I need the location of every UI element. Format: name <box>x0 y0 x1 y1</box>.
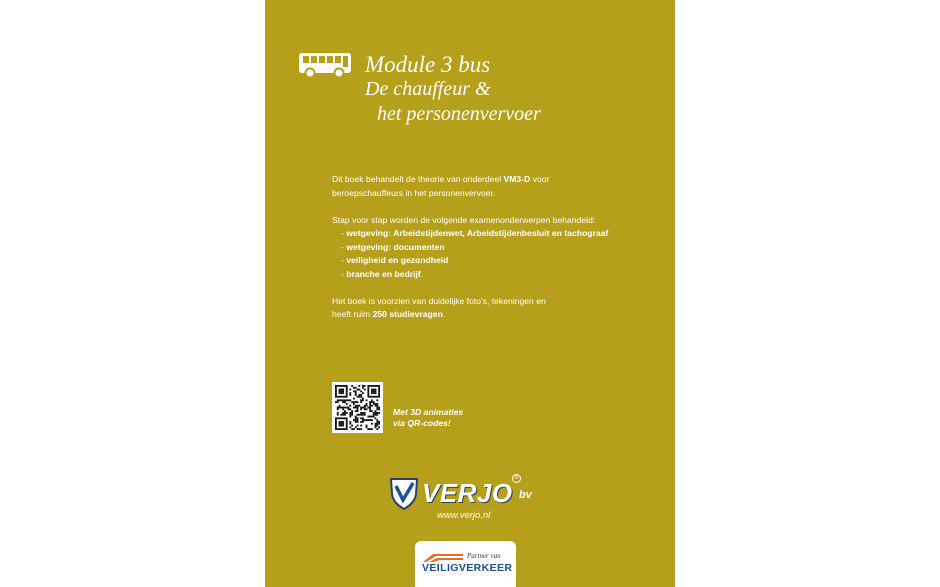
verjo-logo <box>389 476 549 510</box>
partner-label: Partner van <box>467 552 501 560</box>
topic-item: - veiligheid en gezondheid <box>341 255 449 265</box>
qr-caption-line2: via QR-codes! <box>393 418 451 428</box>
logo-suffix: bv <box>519 489 532 501</box>
partner-name: VEILIGVERKEER <box>422 562 513 574</box>
topic-item: - wetgeving: documenten <box>341 241 445 252</box>
study-questions-count: 250 studievragen <box>372 309 443 319</box>
book-back-cover <box>265 0 675 587</box>
qr-code-pattern <box>335 385 380 430</box>
closing-paragraph: Het boek is voorzien van duidelijke foto's, tekeningen en heeft ruim 250 studievragen. <box>332 295 546 319</box>
intro-paragraph <box>332 173 652 200</box>
topics-intro: Stap voor stap worden de volgende examenonderwerpen behandeld: <box>332 214 596 225</box>
description-text <box>332 173 652 322</box>
topic-item: - branche en bedrijf. <box>341 268 424 279</box>
intro-text: Dit boek behandelt de theorie van onderdeel <box>332 174 504 184</box>
intro-text-end: voor <box>530 174 550 184</box>
intro-text-line2: beroepschauffeurs in het personenvervoer. <box>332 187 496 198</box>
partner-badge <box>415 541 516 587</box>
title-line-chauffeur: De chauffeur & <box>365 78 491 100</box>
shield-icon <box>389 476 419 510</box>
publisher-url[interactable]: www.verjo.nl <box>437 510 491 521</box>
bus-icon <box>298 50 352 78</box>
qr-caption-line1: Met 3D animaties <box>393 407 464 417</box>
module-code: VM3-D <box>503 174 531 184</box>
topic-item: - wetgeving: Arbeidstijdenwet, Arbeidstijdenbesluit en tachograaf <box>341 228 609 238</box>
qr-code[interactable] <box>332 382 383 433</box>
qr-caption <box>393 407 463 429</box>
title-line-personenvervoer: het personenvervoer <box>377 103 541 125</box>
title-line-module: Module 3 bus <box>365 52 491 77</box>
registered-mark: ® <box>512 474 521 483</box>
topics-list <box>332 227 652 281</box>
logo-wordmark: VERJO <box>422 478 513 508</box>
